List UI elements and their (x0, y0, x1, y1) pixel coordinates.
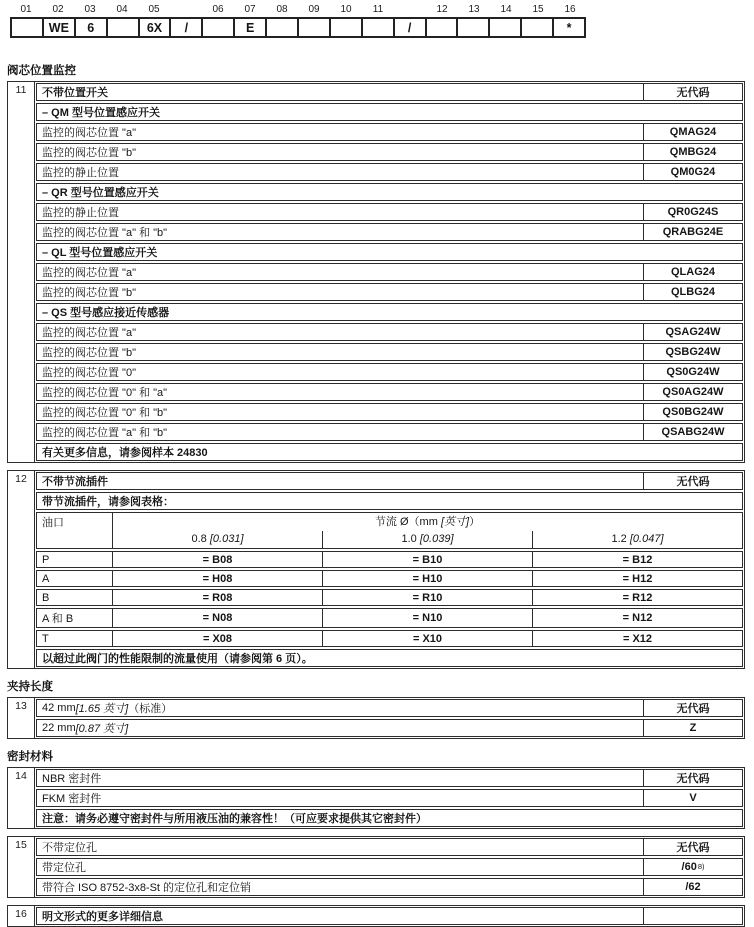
row-label: 明文形式的更多详细信息 (42, 911, 163, 923)
row-code: 无代码 (643, 473, 742, 489)
table-row (36, 83, 743, 101)
code-box: E (233, 17, 267, 38)
table-subheader-row (36, 243, 743, 261)
code-box (425, 17, 459, 38)
section-title-clamping-length: 夹持长度 (7, 681, 53, 693)
row-code: QSBG24W (643, 344, 742, 360)
table-note-row (36, 443, 743, 461)
row-label: 监控的静止位置 (42, 167, 119, 179)
code-box (297, 17, 331, 38)
table-note-row (36, 492, 743, 510)
code-position-label: 16 (564, 4, 576, 15)
port-column-header: 油口 (37, 513, 113, 548)
code-box (10, 17, 44, 38)
code-box (201, 17, 235, 38)
row-code: QMAG24 (643, 124, 742, 140)
section-15-table (7, 836, 745, 898)
row-number: 13 (8, 698, 35, 738)
section-16-table (7, 905, 745, 927)
table-note-row (36, 809, 743, 827)
section-11-table (7, 81, 745, 463)
table-row (36, 403, 743, 421)
code-box (456, 17, 490, 38)
code-box-separator: / (169, 17, 203, 38)
row-label: – QR 型号位置感应开关 (42, 187, 159, 199)
table-subheader-row (36, 103, 743, 121)
row-label: 监控的阀芯位置 "b" (42, 347, 136, 359)
row-label: 有关更多信息，请参阅样本 24830 (42, 447, 208, 459)
size-column-header: 1.2 [0.047] (532, 531, 742, 548)
row-label: 监控的阀芯位置 "0" 和 "a" (42, 387, 168, 399)
footnote-marker: 8) (697, 862, 705, 872)
code-box (265, 17, 299, 38)
throttle-table-header (36, 512, 743, 549)
code-cell: = H10 (322, 571, 532, 586)
row-label: 监控的阀芯位置 "b" (42, 287, 136, 299)
table-row (36, 383, 743, 401)
section-title-seal-material: 密封材料 (7, 751, 53, 763)
table-row (36, 878, 743, 896)
size-column-header: 0.8 [0.031] (191, 533, 244, 545)
row-code: 无代码 (643, 84, 742, 100)
table-row (36, 699, 743, 717)
row-label: 监控的阀芯位置 "b" (42, 147, 136, 159)
code-box (488, 17, 522, 38)
row-label: 监控的阀芯位置 "0" (42, 367, 136, 379)
row-code: QSAG24W (643, 324, 742, 340)
code-position-label: 02 (52, 4, 64, 15)
code-position-label: 06 (212, 4, 224, 15)
code-position-label: 05 (148, 4, 160, 15)
row-code: QRABG24E (643, 224, 742, 240)
code-box (329, 17, 363, 38)
code-position-label: 13 (468, 4, 480, 15)
row-label: 监控的阀芯位置 "a" 和 "b" (42, 227, 168, 239)
table-row (36, 323, 743, 341)
row-number: 15 (8, 837, 35, 897)
row-label: 22 mm [0.87 英寸] (42, 722, 129, 735)
code-position-label: 12 (436, 4, 448, 15)
code-position-labels (10, 4, 586, 17)
section-13-table (7, 697, 745, 739)
table-note-row (36, 649, 743, 667)
row-label: FKM 密封件 (42, 793, 102, 805)
section-12-table (7, 470, 745, 669)
section-title-spool-monitoring: 阀芯位置监控 (7, 65, 76, 77)
throttle-table-row (36, 570, 743, 587)
code-cell: = B10 (322, 552, 532, 567)
code-cell: = X10 (322, 631, 532, 646)
code-cell: = R08 (202, 591, 233, 604)
row-number: 16 (8, 906, 35, 926)
code-cell: = N10 (322, 609, 532, 627)
table-row (36, 263, 743, 281)
throttle-table-row (36, 589, 743, 606)
row-label: 监控的阀芯位置 "0" 和 "b" (42, 407, 168, 419)
throttle-diameter-header (113, 513, 742, 548)
row-label: 监控的静止位置 (42, 207, 119, 219)
code-position-label (170, 4, 202, 17)
code-cell: = X08 (202, 632, 233, 645)
throttle-table-row (36, 630, 743, 647)
code-cell: = B08 (202, 553, 233, 566)
table-subheader-row (36, 303, 743, 321)
section-12-rows (35, 471, 744, 668)
row-label: – QS 型号感应接近传感器 (42, 307, 170, 319)
row-code: QS0BG24W (643, 404, 742, 420)
section-15-rows (35, 837, 744, 897)
section-14-table (7, 767, 745, 829)
throttle-table-row (36, 608, 743, 628)
row-code: Z (643, 720, 742, 736)
section-13-rows (35, 698, 744, 738)
code-cell: = B12 (532, 552, 742, 567)
table-row (36, 472, 743, 490)
row-label: – QL 型号位置感应开关 (42, 247, 158, 259)
code-position-label: 08 (276, 4, 288, 15)
table-row (36, 123, 743, 141)
code-position-label: 04 (116, 4, 128, 15)
table-row (36, 838, 743, 856)
section-16-rows (35, 906, 744, 926)
throttle-table-row (36, 551, 743, 568)
code-cell: = H08 (202, 572, 233, 585)
row-label: 带符合 ISO 8752-3x8-St 的定位孔和定位销 (42, 882, 252, 894)
code-cell: = N08 (202, 612, 233, 624)
row-code: 无代码 (643, 770, 742, 786)
row-label: 监控的阀芯位置 "a" (42, 327, 136, 339)
code-boxes (10, 17, 586, 38)
row-code: QMBG24 (643, 144, 742, 160)
port-cell: A 和 B (37, 609, 113, 627)
code-position-label: 03 (84, 4, 96, 15)
table-row (36, 203, 743, 221)
section-11-rows (35, 82, 744, 462)
row-code: QLBG24 (643, 284, 742, 300)
row-code: QS0G24W (643, 364, 742, 380)
row-number: 12 (8, 471, 35, 668)
code-cell: = X12 (532, 631, 742, 646)
code-cell: = N12 (532, 609, 742, 627)
code-position-label: 10 (340, 4, 352, 15)
ordering-code-bar (10, 4, 586, 38)
code-position-label: 15 (532, 4, 544, 15)
table-row (36, 789, 743, 807)
code-position-label: 11 (372, 4, 384, 15)
code-position-label: 14 (500, 4, 512, 15)
code-box (106, 17, 140, 38)
table-row (36, 858, 743, 876)
table-row (36, 163, 743, 181)
port-cell: P (37, 552, 113, 567)
row-label: 不带节流插件 (42, 476, 108, 488)
row-label: 以超过此阀门的性能限制的流量使用（请参阅第 6 页）。 (42, 653, 313, 665)
table-row (36, 907, 743, 925)
code-box: * (552, 17, 586, 38)
table-row (36, 363, 743, 381)
table-row (36, 719, 743, 737)
row-label: 不带位置开关 (42, 87, 108, 99)
throttle-size-headers (113, 531, 742, 548)
row-code: /62 (643, 879, 742, 895)
row-label: 监控的阀芯位置 "a" (42, 127, 136, 139)
port-cell: A (37, 571, 113, 586)
table-row (36, 143, 743, 161)
row-label: 带节流插件，请参阅表格： (42, 496, 174, 508)
code-box: WE (42, 17, 76, 38)
code-position-label: 07 (244, 4, 256, 15)
port-cell: T (37, 631, 113, 646)
row-label: 带定位孔 (42, 862, 86, 874)
row-label: 不带定位孔 (42, 842, 97, 854)
row-code: 无代码 (643, 700, 742, 716)
row-code: QLAG24 (643, 264, 742, 280)
row-code: QS0AG24W (643, 384, 742, 400)
table-row (36, 769, 743, 787)
code-box (361, 17, 395, 38)
code-position-label (394, 4, 426, 17)
row-code: QR0G24S (643, 204, 742, 220)
row-label: NBR 密封件 (42, 773, 102, 785)
row-label: 42 mm [1.65 英寸] （标准） (42, 702, 173, 715)
port-cell: B (37, 590, 113, 605)
row-label: 监控的阀芯位置 "a" 和 "b" (42, 427, 168, 439)
row-code: QM0G24 (643, 164, 742, 180)
throttle-diameter-title: 节流 Ø（mm [英寸]） (374, 516, 481, 528)
code-box-separator: / (393, 17, 427, 38)
table-row (36, 343, 743, 361)
row-label: 注意：请务必遵守密封件与所用液压油的兼容性！（可应要求提供其它密封件） (42, 813, 427, 825)
table-row (36, 283, 743, 301)
code-cell: = R10 (322, 590, 532, 605)
code-position-label: 09 (308, 4, 320, 15)
row-code: 无代码 (643, 839, 742, 855)
code-cell: = H12 (532, 571, 742, 586)
row-code: /60 8) (643, 859, 742, 875)
code-cell: = R12 (532, 590, 742, 605)
size-column-header: 1.0 [0.039] (322, 531, 532, 548)
table-row (36, 423, 743, 441)
row-number: 11 (8, 82, 35, 462)
row-code (643, 908, 742, 924)
code-box: 6X (138, 17, 172, 38)
table-row (36, 223, 743, 241)
row-code: QSABG24W (643, 424, 742, 440)
row-label: – QM 型号位置感应开关 (42, 107, 160, 119)
code-position-label: 01 (20, 4, 32, 15)
row-label: 监控的阀芯位置 "a" (42, 267, 136, 279)
row-code: V (643, 790, 742, 806)
table-subheader-row (36, 183, 743, 201)
section-14-rows (35, 768, 744, 828)
code-box (520, 17, 554, 38)
row-number: 14 (8, 768, 35, 828)
code-box: 6 (74, 17, 108, 38)
